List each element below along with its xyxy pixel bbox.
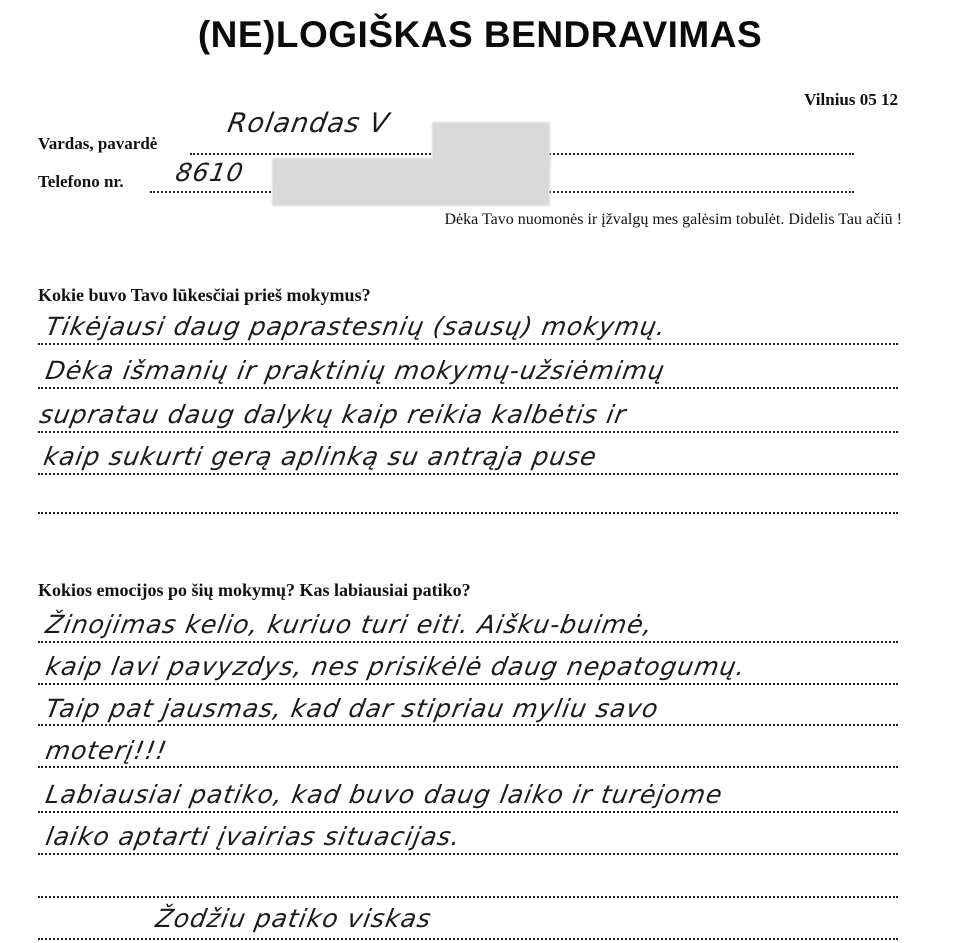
q1-answer-line: kaip sukurti gerą aplinką su antrąja puse: [41, 442, 600, 471]
q1-dotted-line: [38, 387, 898, 389]
q2-dotted-line: [38, 683, 898, 685]
q2-answer-line: Taip pat jausmas, kad dar stipriau myliu savo: [43, 694, 662, 723]
q2-dotted-line: [38, 641, 898, 643]
q2-dotted-line: [38, 896, 898, 898]
q2-dotted-line: [38, 938, 898, 940]
thanks-note: Dėka Tavo nuomonės ir įžvalgų mes galėsim tobulėt. Didelis Tau ačiū !: [444, 211, 902, 228]
q2-answer-line: Žodžiu patiko viskas: [153, 904, 434, 933]
q2-dotted-line: [38, 853, 898, 855]
q2-answer-line: kaip lavi pavyzdys, nes prisikėlė daug nepatogumų.: [43, 652, 749, 681]
q2-answer-line: Labiausiai patiko, kad buvo daug laiko ir turėjome: [43, 780, 726, 809]
q1-answer-line: Dėka išmanių ir praktinių mokymų-užsiėmimų: [43, 356, 668, 385]
q1-answer-line: Tikėjausi daug paprastesnių (sausų) mokymų.: [43, 312, 669, 341]
phone-label: Telefono nr.: [38, 172, 124, 191]
question-emotions: Kokios emocijos po šių mokymų? Kas labiausiai patiko?: [38, 580, 471, 600]
city-date: Vilnius 05 12: [804, 90, 898, 109]
q1-dotted-line: [38, 473, 898, 475]
q2-dotted-line: [38, 811, 898, 813]
q2-answer-line: laiko aptarti įvairias situacijas.: [43, 822, 464, 851]
q2-answer-line: moterį!!!: [43, 736, 170, 765]
q2-answer-line: Žinojimas kelio, kuriuo turi eiti. Aišku-buimė,: [43, 610, 656, 639]
q1-answer-line: supratau daug dalykų kaip reikia kalbėtis ir: [37, 400, 629, 429]
form-title: (NE)LOGIŠKAS BENDRAVIMAS: [197, 14, 763, 55]
name-handwriting: Rolandas V: [225, 108, 392, 139]
q1-dotted-line: [38, 343, 898, 345]
q2-dotted-line: [38, 724, 898, 726]
question-expectations: Kokie buvo Tavo lūkesčiai prieš mokymus?: [38, 285, 371, 305]
phone-handwriting: 8610: [173, 158, 247, 187]
q1-dotted-line: [38, 431, 898, 433]
q1-dotted-line: [38, 512, 898, 514]
phone-redaction: [272, 158, 550, 206]
name-label: Vardas, pavardė: [38, 134, 158, 153]
q2-dotted-line: [38, 766, 898, 768]
